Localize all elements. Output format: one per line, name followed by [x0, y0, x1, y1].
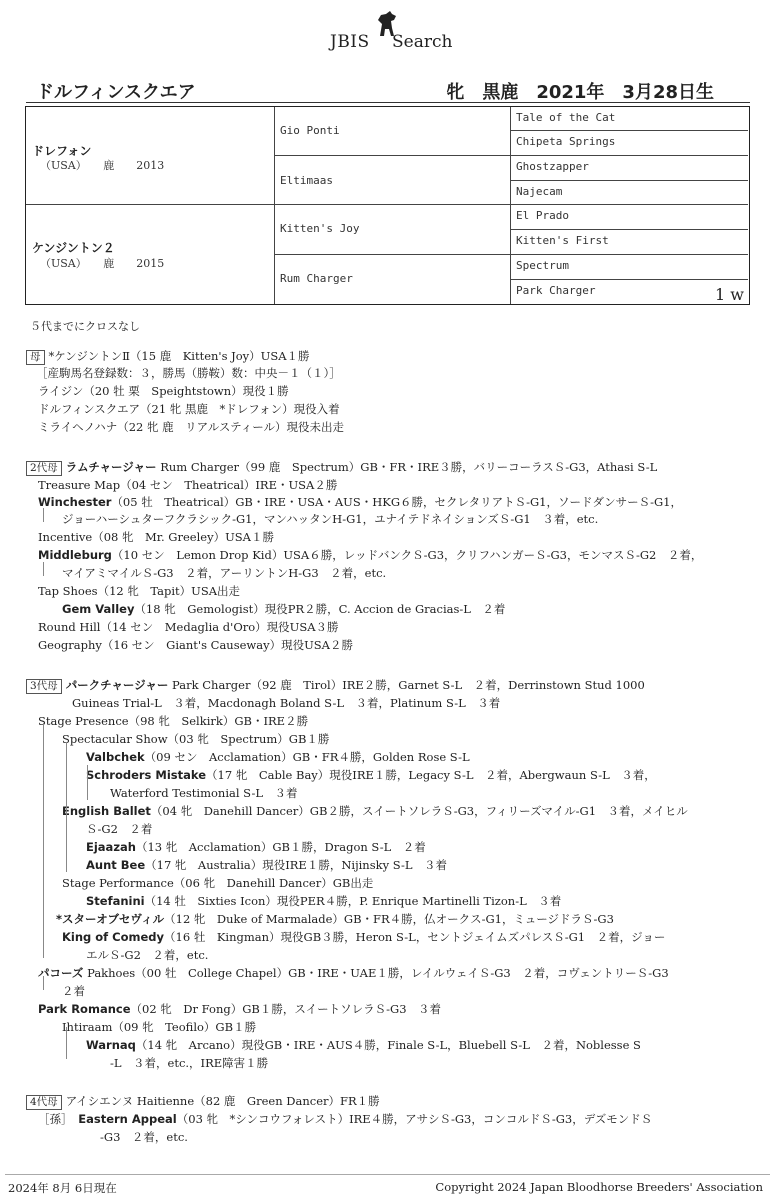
family-line	[110, 1055, 268, 1071]
family-line	[38, 583, 240, 599]
family-line	[62, 565, 386, 581]
horse-info: 牝 黒鹿 2021年 3月28日生	[446, 82, 714, 103]
family-line	[38, 637, 353, 653]
family-line	[86, 893, 561, 909]
tree-bar	[43, 562, 44, 576]
line-text: （14 牡 Sixties Icon）現役PER４勝，P. Enrique Martinelli Tizon-L ３着	[144, 894, 562, 908]
g2-name[interactable]: Rum Charger	[280, 272, 353, 285]
line-text: （14 牝 Arcano）現役GB・IRE・AUS４勝，Finale S-L，Bluebell S-L ２着，Noblesse S	[135, 1038, 641, 1052]
line-text: Pakhoes（00 牡 College Chapel）GB・IRE・UAE１勝，レイルウェイＳ-G3 ２着，コヴェントリーＳ-G3	[83, 966, 669, 980]
line-text: Ihtiraam（09 牝 Teofilo）GB１勝	[62, 1020, 257, 1034]
footer-date: 2024年 8月 6日現在	[8, 1181, 117, 1195]
logo-text-search: Search	[392, 32, 453, 52]
line-text: Ｓ-G2 ２着	[86, 822, 153, 836]
family-line	[38, 477, 337, 493]
family-line	[62, 731, 329, 747]
pedigree-g3-cell	[510, 131, 748, 156]
horse-link[interactable]: Park Romance	[38, 1002, 131, 1016]
line-text: Park Charger（92 鹿 Tirol）IRE２勝，Garnet S-L ２着，Derrinstown Stud 1000	[168, 678, 645, 692]
line-text: Tap Shoes（12 牝 Tapit）USA出走	[38, 584, 241, 598]
line-text: （16 牡 Kingman）現役GB３勝，Heron S-L，セントジェイムズパレスＳ-G1 ２着，ジョー	[164, 930, 666, 944]
horse-link[interactable]: Valbchek	[86, 750, 145, 764]
family-line	[38, 494, 682, 510]
cross-note: ５代までにクロスなし	[30, 320, 140, 333]
family-line	[38, 547, 702, 563]
line-text: Stage Performance（06 牝 Danehill Dancer）GB出走	[62, 876, 374, 890]
family-line	[26, 677, 645, 694]
tree-bar	[43, 723, 44, 958]
family-line	[86, 749, 470, 765]
horse-link[interactable]: *スターオブセヴィル	[56, 912, 165, 926]
line-text: Waterford Testimonial S-L ３着	[110, 786, 298, 800]
family-line	[62, 601, 505, 617]
family-line	[86, 767, 656, 783]
pedigree-sire-cell	[26, 107, 274, 205]
g3-name[interactable]: Najecam	[516, 185, 563, 198]
horse-link[interactable]: Stefanini	[86, 894, 145, 908]
line-text: （02 牝 Dr Fong）GB１勝，スイートソレラＳ-G3 ３着	[130, 1002, 442, 1016]
horse-link[interactable]: Gem Valley	[62, 602, 135, 616]
dam-name[interactable]: ケンジントン２	[32, 241, 115, 255]
g2-name[interactable]: Gio Ponti	[280, 124, 340, 137]
family-line	[86, 947, 208, 963]
line-text: （17 牝 Australia）現役IRE１勝，Nijinsky S-L ３着	[145, 858, 448, 872]
generation-label: 2代母	[26, 461, 62, 476]
tree-bar	[43, 976, 44, 990]
g3-name[interactable]: Park Charger	[516, 284, 596, 297]
pedigree-g2-cell	[274, 107, 510, 156]
line-text: （18 牝 Gemologist）現役PR２勝，C. Accion de Gracias-L ２着	[134, 602, 506, 616]
horse-link[interactable]: Warnaq	[86, 1038, 136, 1052]
line-text: -L ３着，etc.，IRE障害１勝	[110, 1056, 269, 1070]
g3-name[interactable]: Chipeta Springs	[516, 135, 616, 148]
logo-text-jbis: JBIS	[330, 32, 370, 52]
title-divider	[26, 102, 750, 103]
line-text: Incentive（08 牝 Mr. Greeley）USA１勝	[38, 530, 274, 544]
line-text: （17 牝 Cable Bay）現役IRE１勝，Legacy S-L ２着，Abergwaun S-L ３着，	[206, 768, 656, 782]
g3-name[interactable]: Spectrum	[516, 259, 569, 272]
line-text: （12 牝 Duke of Marmalade）GB・FR４勝，仏オークス-G1，ミュージドラＳ-G3	[164, 912, 614, 926]
tree-bar	[66, 1027, 67, 1059]
family-line	[26, 1093, 380, 1110]
line-text: （10 セン Lemon Drop Kid）USA６勝，レッドバンクＳ-G3，クリフハンガーＳ-G3，モンマスＳ-G2 ２着，	[111, 548, 703, 562]
generation-label: 4代母	[26, 1095, 62, 1110]
line-text: （09 セン Acclamation）GB・FR４勝，Golden Rose S-L	[144, 750, 470, 764]
horse-link[interactable]: Winchester	[38, 495, 112, 509]
family-line	[38, 383, 289, 399]
title-row	[36, 78, 756, 104]
family-line	[62, 929, 665, 945]
line-text: Treasure Map（04 セン Theatrical）IRE・USA２勝	[38, 478, 338, 492]
horse-name: ドルフィンスクエア	[36, 82, 196, 103]
family-line	[38, 419, 344, 435]
footer-copyright: Copyright 2024 Japan Bloodhorse Breeders' Association	[435, 1180, 763, 1194]
tree-bar	[66, 812, 67, 867]
line-text: ［孫］	[38, 1112, 79, 1126]
pedigree-g3-cell	[510, 156, 748, 181]
dam-sub: （USA） 鹿 2015	[40, 257, 165, 270]
line-text: ライジン（20 牡 栗 Speightstown）現役１勝	[38, 384, 289, 398]
pedigree-g2-cell	[274, 205, 510, 255]
generation-label: 母	[26, 350, 45, 365]
horse-link[interactable]: Schroders Mistake	[86, 768, 207, 782]
horse-link[interactable]: パコーズ	[38, 966, 84, 980]
line-text: エルＳ-G2 ２着，etc.	[86, 948, 209, 962]
family-line	[86, 857, 447, 873]
line-text: Stage Presence（98 牝 Selkirk）GB・IRE２勝	[38, 714, 309, 728]
family-line	[62, 1019, 256, 1035]
family-line	[26, 459, 657, 476]
family-line	[110, 785, 298, 801]
family-line	[36, 365, 341, 381]
line-text: ジョーハーシュターフクラシック-G1，マンハッタンH-G1，ユナイテドネイションズＳ-G1 ３着，etc.	[62, 512, 599, 526]
line-text: ２着	[62, 984, 85, 998]
family-line	[86, 1037, 641, 1053]
family-line	[38, 965, 669, 981]
pedigree-g3-cell	[510, 280, 748, 304]
line-text: （05 牡 Theatrical）GB・IRE・USA・AUS・HKG６勝，セクレタリアトＳ-G1，ソードダンサーＳ-G1，	[111, 495, 682, 509]
line-text: Round Hill（14 セン Medaglia d'Oro）現役USA３勝	[38, 620, 339, 634]
g2-name[interactable]: Kitten's Joy	[280, 222, 360, 235]
family-line	[38, 401, 340, 417]
footer-divider	[5, 1174, 770, 1175]
family-line	[38, 713, 308, 729]
horse-link[interactable]: Aunt Bee	[86, 858, 146, 872]
horse-link[interactable]: Eastern Appeal	[78, 1112, 177, 1126]
family-line	[38, 1001, 441, 1017]
family-line	[56, 911, 614, 927]
tree-bar	[87, 765, 88, 800]
line-text: アイシエンヌ Haitienne（82 鹿 Green Dancer）FR１勝	[65, 1094, 380, 1108]
family-line	[38, 619, 339, 635]
family-line	[62, 803, 688, 819]
horse-link[interactable]: English Ballet	[62, 804, 151, 818]
family-line	[100, 1129, 188, 1145]
pedigree-g3-cell	[510, 205, 748, 230]
pedigree-g2-cell	[274, 255, 510, 304]
jbis-logo[interactable]	[330, 8, 460, 54]
horse-link[interactable]: パークチャージャー	[65, 678, 169, 692]
family-line	[72, 695, 500, 711]
line-text: （03 牝 *シンコウフォレスト）IRE４勝，アサシＳ-G3，コンコルドＳ-G3，デズモンドＳ	[176, 1112, 653, 1126]
line-text: Spectacular Show（03 牝 Spectrum）GB１勝	[62, 732, 330, 746]
g2-name[interactable]: Eltimaas	[280, 174, 333, 187]
family-line	[62, 983, 85, 999]
line-text: （13 牝 Acclamation）GB１勝，Dragon S-L ２着	[135, 840, 426, 854]
pedigree-g3-cell	[510, 230, 748, 255]
generation-label: 3代母	[26, 679, 62, 694]
line-text: （04 牝 Danehill Dancer）GB２勝，スイートソレラＳ-G3，フィリーズマイル-G1 ３着，メイヒル	[150, 804, 688, 818]
horse-link[interactable]: Middleburg	[38, 548, 112, 562]
line-text: ミライヘノハナ（22 牝 鹿 リアルスティール）現役未出走	[38, 420, 344, 434]
pedigree-dam-cell	[26, 205, 274, 304]
pedigree-g2-cell	[274, 156, 510, 205]
g3-name[interactable]: Kitten's First	[516, 234, 609, 247]
pedigree-g3-cell	[510, 181, 748, 205]
pedigree-g3-cell	[510, 255, 748, 280]
horse-link[interactable]: Ejaazah	[86, 840, 136, 854]
family-line	[26, 348, 310, 365]
line-text: Guineas Trial-L ３着，Macdonagh Boland S-L ３着，Platinum S-L ３着	[72, 696, 501, 710]
horse-link[interactable]: King of Comedy	[62, 930, 165, 944]
sire-name[interactable]: ドレフォン	[32, 144, 92, 158]
line-text: Geography（16 セン Giant's Causeway）現役USA２勝	[38, 638, 353, 652]
g3-name[interactable]: El Prado	[516, 209, 569, 222]
sire-sub: （USA） 鹿 2013	[40, 159, 165, 172]
family-line	[86, 839, 426, 855]
g3-name[interactable]: Ghostzapper	[516, 160, 589, 173]
family-line	[38, 529, 274, 545]
family-line	[86, 821, 152, 837]
pedigree-g3-cell	[510, 107, 748, 131]
tree-bar	[43, 508, 44, 522]
weight-note: 1 w	[715, 285, 744, 304]
horse-link[interactable]: ラムチャージャー	[65, 460, 157, 474]
line-text: マイアミマイルＳ-G3 ２着，アーリントンH-G3 ２着，etc.	[62, 566, 387, 580]
line-text: *ケンジントンⅡ（15 鹿 Kitten's Joy）USA１勝	[48, 349, 310, 363]
line-text: ドルフィンスクエア（21 牝 黒鹿 *ドレフォン）現役入着	[38, 402, 340, 416]
line-text: Rum Charger（99 鹿 Spectrum）GB・FR・IRE３勝，バリーコーラスＳ-G3，Athasi S-L	[156, 460, 658, 474]
pedigree-table	[25, 106, 750, 305]
line-text: ［産駒馬名登録数：３，勝馬（勝鞍）数：中央－１（１）］	[36, 366, 341, 380]
line-text: -G3 ２着，etc.	[100, 1130, 188, 1144]
family-line	[38, 1111, 652, 1127]
family-line	[62, 875, 373, 891]
family-line	[62, 511, 598, 527]
g3-name[interactable]: Tale of the Cat	[516, 111, 616, 124]
